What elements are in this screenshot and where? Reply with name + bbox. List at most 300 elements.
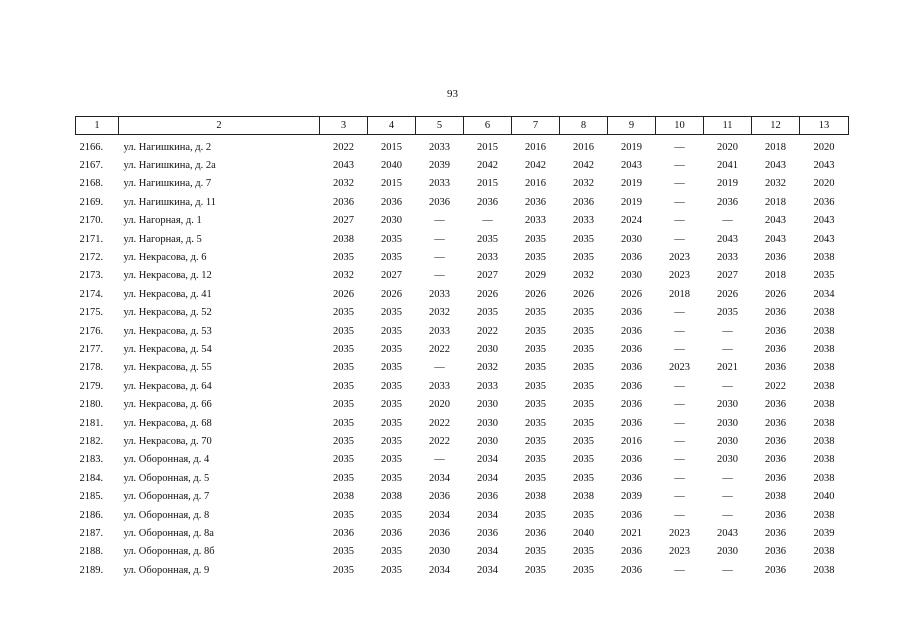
year-cell: 2034: [477, 564, 498, 576]
year-cell: 2019: [621, 141, 642, 153]
year-cell: 2039: [813, 527, 835, 539]
year-cell: 2035: [381, 362, 402, 374]
year-cell: 2036: [765, 252, 786, 264]
year-cell: 2035: [333, 343, 354, 355]
year-cell: —: [674, 196, 685, 208]
year-cell: —: [434, 454, 445, 466]
address-cell: ул. Оборонная, д. 4: [123, 454, 210, 466]
year-cell: —: [482, 215, 493, 227]
column-header: 7: [512, 117, 560, 135]
year-cell: 2035: [333, 417, 354, 429]
year-cell: 2036: [621, 564, 642, 576]
row-number: 2180.: [79, 399, 104, 411]
year-cell: 2038: [813, 325, 835, 337]
column-header: 12: [752, 117, 800, 135]
year-cell: 2026: [333, 288, 354, 300]
address-cell: ул. Некрасова, д. 70: [123, 435, 212, 447]
data-table: [75, 116, 849, 579]
year-cell: 2038: [813, 472, 835, 484]
column-header: 9: [608, 117, 656, 135]
table-body: [76, 135, 849, 580]
year-cell: 2035: [381, 343, 402, 355]
table-row: [76, 395, 849, 413]
year-cell: 2024: [621, 215, 642, 227]
year-cell: 2020: [717, 141, 738, 153]
table-row: [76, 451, 849, 469]
year-cell: 2036: [765, 307, 786, 319]
table-row: [76, 487, 849, 505]
year-cell: —: [722, 215, 733, 227]
year-cell: 2038: [525, 491, 546, 503]
year-cell: 2036: [573, 196, 594, 208]
year-cell: 2035: [333, 564, 354, 576]
year-cell: 2035: [525, 362, 546, 374]
year-cell: 2035: [573, 417, 594, 429]
year-cell: 2022: [765, 380, 786, 392]
year-cell: 2035: [573, 252, 594, 264]
year-cell: 2038: [765, 491, 786, 503]
year-cell: —: [674, 491, 685, 503]
year-cell: 2018: [669, 288, 690, 300]
year-cell: 2035: [573, 509, 594, 521]
row-number: 2185.: [79, 491, 104, 503]
column-header: 5: [416, 117, 464, 135]
address-cell: ул. Некрасова, д. 55: [123, 362, 212, 374]
row-number: 2186.: [79, 509, 104, 521]
year-cell: 2036: [621, 399, 642, 411]
table-row: [76, 432, 849, 450]
year-cell: 2035: [477, 307, 498, 319]
year-cell: 2022: [429, 343, 450, 355]
year-cell: 2035: [813, 270, 835, 282]
year-cell: 2026: [381, 288, 402, 300]
row-number: 2183.: [79, 454, 104, 466]
row-number: 2172.: [79, 252, 104, 264]
year-cell: 2018: [765, 141, 786, 153]
year-cell: 2035: [573, 343, 594, 355]
year-cell: 2035: [525, 435, 546, 447]
year-cell: —: [674, 472, 685, 484]
column-header: 1: [76, 117, 119, 135]
table-row: [76, 322, 849, 340]
year-cell: 2038: [813, 380, 835, 392]
year-cell: 2035: [333, 509, 354, 521]
year-cell: 2021: [621, 527, 642, 539]
row-number: 2176.: [79, 325, 104, 337]
year-cell: 2035: [381, 546, 402, 558]
year-cell: 2035: [525, 307, 546, 319]
year-cell: —: [722, 472, 733, 484]
year-cell: 2038: [813, 435, 835, 447]
table-row: [76, 524, 849, 542]
year-cell: 2023: [669, 270, 690, 282]
year-cell: 2043: [621, 160, 642, 172]
year-cell: 2039: [429, 160, 450, 172]
year-cell: 2035: [333, 472, 354, 484]
year-cell: 2036: [477, 491, 498, 503]
year-cell: 2030: [717, 417, 738, 429]
year-cell: 2043: [765, 233, 786, 245]
address-cell: ул. Некрасова, д. 66: [123, 399, 212, 411]
row-number: 2181.: [79, 417, 104, 429]
table-row: [76, 561, 849, 579]
year-cell: 2035: [573, 472, 594, 484]
year-cell: 2030: [717, 454, 738, 466]
table-row: [76, 304, 849, 322]
year-cell: —: [674, 325, 685, 337]
year-cell: 2015: [381, 141, 402, 153]
table-row: [76, 156, 849, 174]
year-cell: 2023: [669, 546, 690, 558]
year-cell: 2035: [525, 252, 546, 264]
year-cell: 2036: [621, 307, 642, 319]
year-cell: 2041: [717, 160, 738, 172]
year-cell: 2042: [573, 160, 594, 172]
year-cell: 2035: [573, 546, 594, 558]
year-cell: 2036: [477, 196, 498, 208]
year-cell: 2036: [429, 491, 450, 503]
year-cell: 2030: [717, 399, 738, 411]
year-cell: 2038: [813, 417, 835, 429]
year-cell: 2019: [621, 178, 642, 190]
year-cell: 2036: [621, 380, 642, 392]
column-header: 2: [119, 117, 320, 135]
table-row: [76, 212, 849, 230]
year-cell: 2030: [717, 546, 738, 558]
year-cell: 2035: [381, 454, 402, 466]
year-cell: —: [674, 380, 685, 392]
year-cell: 2019: [621, 196, 642, 208]
address-cell: ул. Некрасова, д. 64: [123, 380, 212, 392]
year-cell: 2033: [525, 215, 546, 227]
year-cell: 2033: [429, 178, 450, 190]
year-cell: 2040: [573, 527, 594, 539]
year-cell: 2027: [717, 270, 738, 282]
year-cell: 2030: [477, 435, 498, 447]
year-cell: 2035: [333, 307, 354, 319]
year-cell: 2020: [813, 141, 835, 153]
year-cell: 2036: [621, 546, 642, 558]
year-cell: 2035: [573, 233, 594, 245]
table-row: [76, 248, 849, 266]
year-cell: 2032: [429, 307, 450, 319]
year-cell: 2030: [621, 270, 642, 282]
year-cell: 2035: [381, 509, 402, 521]
year-cell: 2026: [717, 288, 738, 300]
address-cell: ул. Нагишкина, д. 2а: [123, 160, 216, 172]
year-cell: 2027: [333, 215, 354, 227]
row-number: 2182.: [79, 435, 104, 447]
year-cell: 2022: [429, 417, 450, 429]
year-cell: 2035: [381, 564, 402, 576]
year-cell: 2036: [429, 196, 450, 208]
year-cell: —: [674, 233, 685, 245]
year-cell: 2036: [765, 325, 786, 337]
year-cell: 2036: [333, 196, 354, 208]
year-cell: 2035: [573, 362, 594, 374]
year-cell: 2035: [333, 399, 354, 411]
year-cell: 2038: [813, 454, 835, 466]
year-cell: 2035: [573, 380, 594, 392]
year-cell: —: [674, 343, 685, 355]
year-cell: 2036: [717, 196, 738, 208]
address-cell: ул. Оборонная, д. 5: [123, 472, 210, 484]
year-cell: 2038: [573, 491, 594, 503]
year-cell: 2035: [573, 399, 594, 411]
address-cell: ул. Некрасова, д. 68: [123, 417, 212, 429]
year-cell: 2019: [717, 178, 738, 190]
year-cell: —: [434, 215, 445, 227]
year-cell: 2015: [477, 141, 498, 153]
table-row: [76, 469, 849, 487]
year-cell: 2016: [573, 141, 594, 153]
year-cell: 2035: [525, 325, 546, 337]
year-cell: 2016: [621, 435, 642, 447]
year-cell: 2022: [333, 141, 354, 153]
row-number: 2175.: [79, 307, 104, 319]
address-cell: ул. Некрасова, д. 12: [123, 270, 212, 282]
year-cell: 2036: [765, 417, 786, 429]
address-cell: ул. Оборонная, д. 8а: [123, 527, 214, 539]
year-cell: 2036: [621, 472, 642, 484]
year-cell: 2034: [477, 454, 498, 466]
year-cell: —: [722, 491, 733, 503]
year-cell: 2036: [477, 527, 498, 539]
row-number: 2170.: [79, 215, 104, 227]
year-cell: 2033: [477, 252, 498, 264]
year-cell: 2035: [525, 380, 546, 392]
year-cell: 2035: [333, 546, 354, 558]
year-cell: 2030: [717, 435, 738, 447]
table-row: [76, 135, 849, 157]
year-cell: 2030: [477, 417, 498, 429]
year-cell: 2043: [717, 527, 738, 539]
year-cell: 2033: [429, 288, 450, 300]
year-cell: 2036: [621, 417, 642, 429]
address-cell: ул. Некрасова, д. 52: [123, 307, 212, 319]
year-cell: 2032: [573, 270, 594, 282]
year-cell: 2039: [621, 491, 642, 503]
year-cell: 2036: [429, 527, 450, 539]
year-cell: 2035: [573, 307, 594, 319]
year-cell: 2035: [525, 343, 546, 355]
year-cell: 2038: [813, 564, 835, 576]
year-cell: —: [722, 564, 733, 576]
year-cell: 2042: [525, 160, 546, 172]
year-cell: 2038: [333, 233, 354, 245]
year-cell: 2036: [765, 454, 786, 466]
year-cell: 2034: [429, 564, 450, 576]
year-cell: 2038: [813, 252, 835, 264]
year-cell: 2027: [477, 270, 498, 282]
year-cell: 2038: [813, 509, 835, 521]
year-cell: 2035: [573, 325, 594, 337]
year-cell: 2038: [813, 343, 835, 355]
year-cell: 2034: [429, 472, 450, 484]
year-cell: 2035: [381, 325, 402, 337]
year-cell: 2035: [333, 454, 354, 466]
address-cell: ул. Нагишкина, д. 11: [123, 196, 216, 208]
year-cell: 2035: [381, 472, 402, 484]
year-cell: 2035: [717, 307, 738, 319]
year-cell: 2036: [621, 454, 642, 466]
year-cell: —: [674, 435, 685, 447]
year-cell: 2036: [525, 196, 546, 208]
year-cell: —: [722, 509, 733, 521]
year-cell: 2032: [333, 178, 354, 190]
year-cell: 2035: [477, 233, 498, 245]
table-row: [76, 414, 849, 432]
year-cell: 2035: [573, 435, 594, 447]
address-cell: ул. Нагорная, д. 1: [123, 215, 202, 227]
year-cell: 2035: [525, 454, 546, 466]
year-cell: 2043: [813, 233, 835, 245]
table-row: [76, 193, 849, 211]
year-cell: 2036: [765, 527, 786, 539]
column-header: 4: [368, 117, 416, 135]
year-cell: 2030: [477, 399, 498, 411]
year-cell: 2034: [477, 546, 498, 558]
year-cell: —: [434, 233, 445, 245]
address-cell: ул. Оборонная, д. 8б: [123, 546, 215, 558]
year-cell: 2036: [381, 527, 402, 539]
column-header: 11: [704, 117, 752, 135]
year-cell: 2035: [381, 399, 402, 411]
year-cell: 2036: [621, 343, 642, 355]
year-cell: 2035: [525, 564, 546, 576]
year-cell: 2035: [525, 472, 546, 484]
column-header: 10: [656, 117, 704, 135]
year-cell: 2016: [525, 141, 546, 153]
table-header: [76, 117, 849, 135]
year-cell: 2040: [813, 491, 835, 503]
year-cell: 2040: [381, 160, 402, 172]
year-cell: 2035: [573, 454, 594, 466]
year-cell: 2036: [765, 509, 786, 521]
address-cell: ул. Нагорная, д. 5: [123, 233, 202, 245]
year-cell: 2035: [333, 362, 354, 374]
year-cell: —: [434, 362, 445, 374]
year-cell: 2035: [381, 435, 402, 447]
row-number: 2168.: [79, 178, 104, 190]
year-cell: 2018: [765, 270, 786, 282]
row-number: 2174.: [79, 288, 104, 300]
year-cell: —: [674, 141, 685, 153]
table-row: [76, 285, 849, 303]
year-cell: 2036: [621, 362, 642, 374]
year-cell: —: [674, 417, 685, 429]
year-cell: 2016: [525, 178, 546, 190]
year-cell: 2026: [621, 288, 642, 300]
year-cell: 2036: [381, 196, 402, 208]
table-row: [76, 340, 849, 358]
table-row: [76, 506, 849, 524]
year-cell: —: [674, 160, 685, 172]
column-header: 13: [800, 117, 849, 135]
year-cell: 2038: [813, 546, 835, 558]
row-number: 2171.: [79, 233, 104, 245]
year-cell: 2033: [429, 380, 450, 392]
year-cell: 2036: [621, 509, 642, 521]
row-number: 2166.: [79, 141, 104, 153]
year-cell: 2036: [765, 546, 786, 558]
year-cell: 2033: [573, 215, 594, 227]
row-number: 2177.: [79, 343, 104, 355]
year-cell: 2023: [669, 362, 690, 374]
address-cell: ул. Некрасова, д. 41: [123, 288, 212, 300]
row-number: 2173.: [79, 270, 104, 282]
year-cell: 2038: [813, 307, 835, 319]
year-cell: 2033: [717, 252, 738, 264]
year-cell: 2036: [765, 472, 786, 484]
table-row: [76, 230, 849, 248]
year-cell: 2043: [333, 160, 354, 172]
year-cell: —: [674, 307, 685, 319]
year-cell: 2035: [573, 564, 594, 576]
year-cell: 2030: [477, 343, 498, 355]
year-cell: 2023: [669, 252, 690, 264]
year-cell: 2034: [477, 509, 498, 521]
row-number: 2187.: [79, 527, 104, 539]
year-cell: 2035: [333, 325, 354, 337]
year-cell: 2036: [621, 325, 642, 337]
row-number: 2189.: [79, 564, 104, 576]
year-cell: —: [434, 270, 445, 282]
year-cell: 2033: [429, 325, 450, 337]
year-cell: 2043: [765, 215, 786, 227]
year-cell: 2036: [765, 399, 786, 411]
year-cell: 2035: [333, 435, 354, 447]
year-cell: 2042: [477, 160, 498, 172]
address-cell: ул. Некрасова, д. 6: [123, 252, 207, 264]
year-cell: 2036: [765, 564, 786, 576]
year-cell: 2015: [381, 178, 402, 190]
year-cell: —: [434, 252, 445, 264]
address-cell: ул. Некрасова, д. 54: [123, 343, 212, 355]
row-number: 2184.: [79, 472, 104, 484]
year-cell: 2035: [525, 417, 546, 429]
year-cell: 2033: [477, 380, 498, 392]
year-cell: 2032: [573, 178, 594, 190]
year-cell: 2035: [381, 380, 402, 392]
table-row: [76, 377, 849, 395]
year-cell: 2035: [525, 509, 546, 521]
year-cell: 2043: [717, 233, 738, 245]
year-cell: 2038: [381, 491, 402, 503]
year-cell: —: [674, 564, 685, 576]
year-cell: 2033: [429, 141, 450, 153]
year-cell: 2032: [477, 362, 498, 374]
row-number: 2179.: [79, 380, 104, 392]
table-row: [76, 543, 849, 561]
year-cell: 2027: [381, 270, 402, 282]
year-cell: 2038: [813, 399, 835, 411]
year-cell: —: [674, 399, 685, 411]
year-cell: 2035: [333, 252, 354, 264]
year-cell: 2035: [333, 380, 354, 392]
year-cell: —: [674, 454, 685, 466]
year-cell: 2030: [621, 233, 642, 245]
row-number: 2167.: [79, 160, 104, 172]
address-cell: ул. Нагишкина, д. 2: [123, 141, 212, 153]
year-cell: 2035: [381, 252, 402, 264]
year-cell: 2038: [813, 362, 835, 374]
year-cell: 2020: [813, 178, 835, 190]
year-cell: 2022: [429, 435, 450, 447]
year-cell: —: [674, 215, 685, 227]
address-cell: ул. Некрасова, д. 53: [123, 325, 212, 337]
table-row: [76, 359, 849, 377]
